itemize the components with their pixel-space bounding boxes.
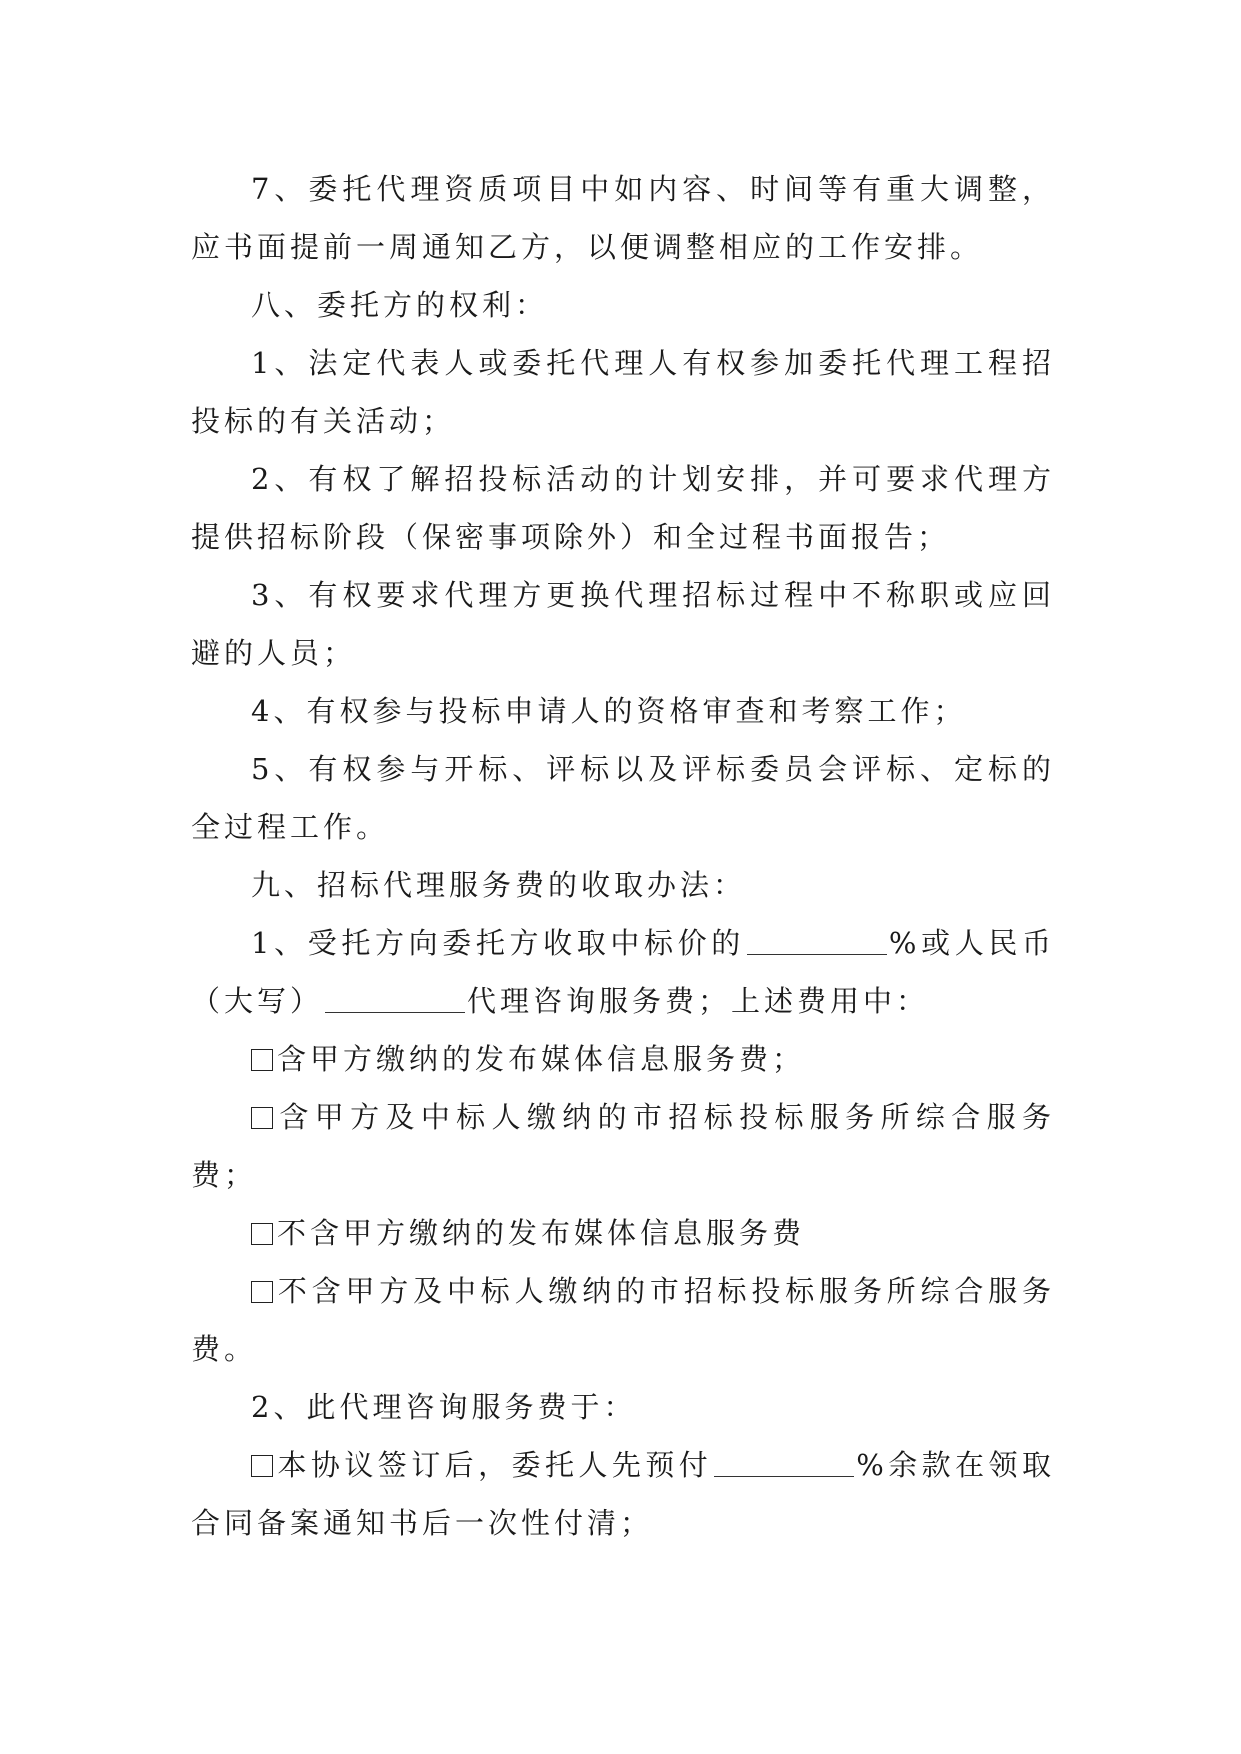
fee-clause-part2: %或人民币（大写）	[191, 926, 1056, 1018]
payment-option-part1: 本协议签订后，委托人先预付	[277, 1448, 713, 1482]
prepay-percent-blank[interactable]	[714, 1446, 854, 1477]
checkbox-icon[interactable]	[251, 1455, 273, 1477]
section-heading-8: 八、委托方的权利：	[251, 288, 549, 322]
option-label-3: 不含甲方缴纳的发布媒体信息服务费	[277, 1216, 806, 1250]
option-label-4: 不含甲方及中标人缴纳的市招标投标服务所综合服务费。	[191, 1274, 1055, 1366]
checkbox-icon[interactable]	[251, 1107, 273, 1129]
document-body	[191, 160, 1055, 1552]
payment-intro: 2、此代理咨询服务费于：	[251, 1390, 637, 1424]
fee-amount-blank[interactable]	[325, 982, 465, 1013]
option-label-2: 含甲方及中标人缴纳的市招标投标服务所综合服务费；	[191, 1100, 1055, 1192]
option-item-1	[191, 1030, 1055, 1088]
right-item-4: 4、有权参与投标申请人的资格审查和考察工作；	[251, 694, 967, 728]
checkbox-icon[interactable]	[251, 1281, 273, 1303]
fee-clause	[191, 914, 1055, 1030]
fee-clause-part1: 1、受托方向委托方收取中标价的	[251, 926, 745, 960]
right-item-2: 2、有权了解招投标活动的计划安排，并可要求代理方提供招标阶段（保密事项除外）和全过程书面报告；	[191, 462, 1055, 554]
payment-option-part2: %余款在领取合同备案通知书后一次性付清；	[191, 1448, 1055, 1540]
checkbox-icon[interactable]	[251, 1049, 273, 1071]
option-item-3	[191, 1204, 1055, 1262]
right-item-5: 5、有权参与开标、评标以及评标委员会评标、定标的全过程工作。	[191, 752, 1055, 844]
right-item-3: 3、有权要求代理方更换代理招标过程中不称职或应回避的人员；	[191, 578, 1055, 670]
right-item-1: 1、法定代表人或委托代理人有权参加委托代理工程招投标的有关活动；	[191, 346, 1055, 438]
option-item-2	[191, 1088, 1055, 1204]
option-label-1: 含甲方缴纳的发布媒体信息服务费；	[277, 1042, 806, 1076]
section-heading-9: 九、招标代理服务费的收取办法：	[251, 868, 747, 902]
checkbox-icon[interactable]	[251, 1223, 273, 1245]
fee-percent-blank[interactable]	[747, 924, 887, 955]
paragraph-item-7: 7、委托代理资质项目中如内容、时间等有重大调整，应书面提前一周通知乙方，以便调整相应的工作安排。	[191, 172, 1055, 264]
fee-clause-part3: 代理咨询服务费；上述费用中：	[467, 984, 930, 1018]
option-item-4	[191, 1262, 1055, 1378]
payment-option	[191, 1436, 1055, 1552]
